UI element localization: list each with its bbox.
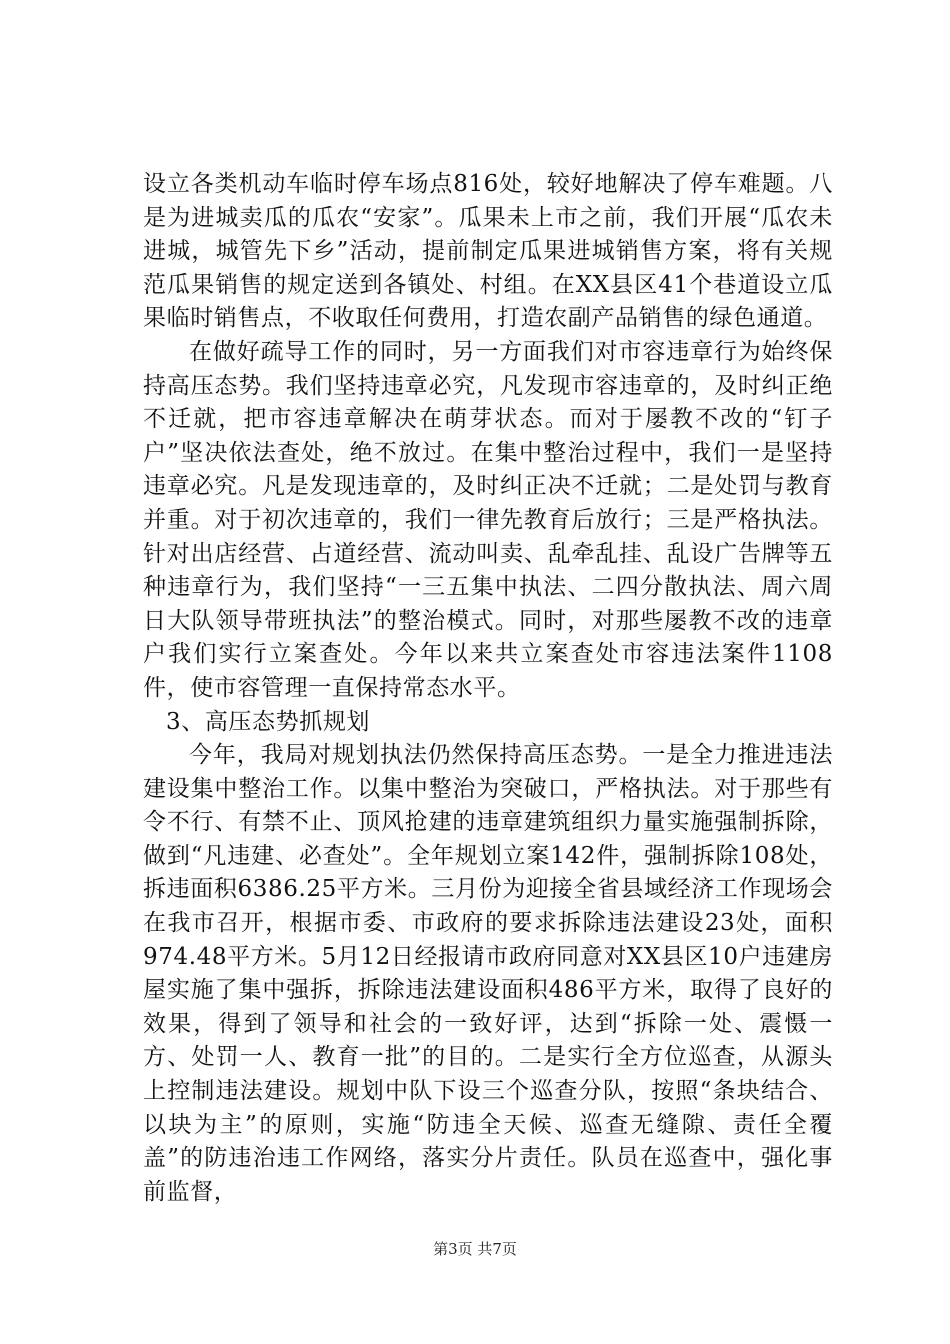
section-heading: 3、高压态势抓规划 (166, 708, 371, 735)
paragraph-continuation: 设立各类机动车临时停车场点816处，较好地解决了停车难题。八是为进城卖瓜的瓜农“安家”。瓜果未上市之前，我们开展“瓜农未进城，城管先下乡”活动，提前制定瓜果进城销售方案，将有关规范瓜果销售的规定送到各镇处、村组。在XX县区41个巷道设立瓜果临时销售点，不收取任何费用，打造农副产品销售的绿色通道。 (143, 171, 833, 332)
page-number-footer: 第3页 共7页 (433, 1240, 517, 1258)
document-body (143, 168, 833, 1209)
paragraph-enforcement: 在做好疏导工作的同时，另一方面我们对市容违章行为始终保持高压态势。我们坚持违章必究，凡发现市容违章的，及时纠正绝不迁就，把市容违章解决在萌芽状态。而对于屡教不改的“钉子户”坚决依法查处，绝不放过。在集中整治过程中，我们一是坚持违章必究。凡是发现违章的，及时纠正决不迁就；二是处罚与教育并重。对于初次违章的，我们一律先教育后放行；三是严格执法。针对出店经营、占道经营、流动叫卖、乱牵乱挂、乱设广告牌等五种违章行为，我们坚持“一三五集中执法、二四分散执法、周六周日大队领导带班执法”的整治模式。同时，对那些屡教不改的违章户我们实行立案查处。今年以来共立案查处市容违法案件1108件，使市容管理一直保持常态水平。 (143, 338, 833, 701)
paragraph-planning: 今年，我局对规划执法仍然保持高压态势。一是全力推进违法建设集中整治工作。以集中整治为突破口，严格执法。对于那些有令不行、有禁不止、顶风抢建的违章建筑组织力量实施强制拆除，做到“凡违建、必查处”。全年规划立案142件，强制拆除108处，拆违面积6386.25平方米。三月份为迎接全省县域经济工作现场会在我市召开，根据市委、市政府的要求拆除违法建设23处，面积974.48平方米。5月12日经报请市政府同意对XX县区10户违建房屋实施了集中强拆，拆除违法建设面积486平方米，取得了良好的效果，得到了领导和社会的一致好评，达到“拆除一处、震慑一方、处罚一人、教育一批”的目的。二是实行全方位巡查，从源头上控制违法建设。规划中队下设三个巡查分队，按照“条块结合、以块为主”的原则，实施“防违全天候、巡查无缝隙、责任全覆盖”的防违治违工作网络，落实分片责任。队员在巡查中，强化事前监督， (143, 742, 833, 1205)
